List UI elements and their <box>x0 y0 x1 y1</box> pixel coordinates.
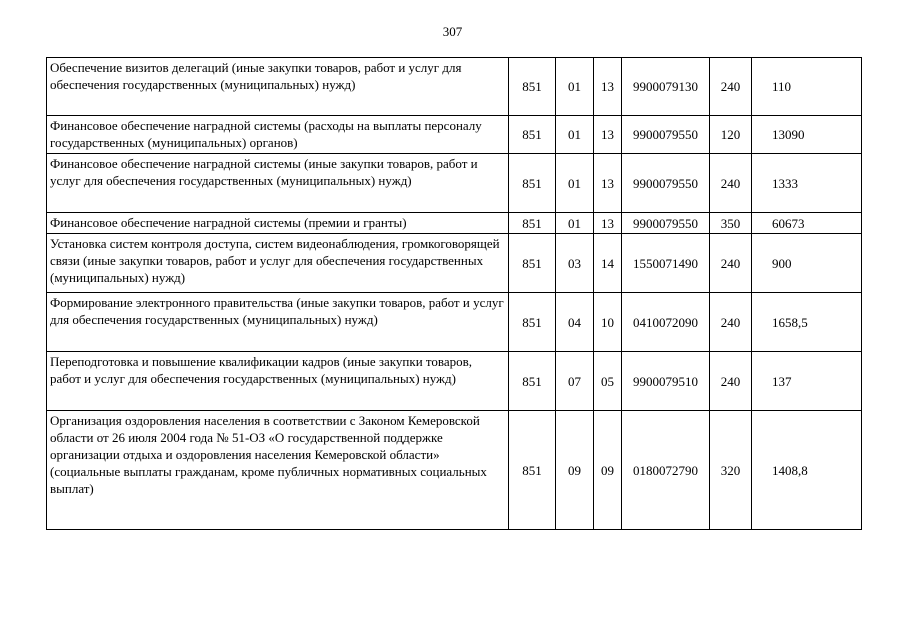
subsection-code: 13 <box>594 213 622 234</box>
amount: 110 <box>752 58 862 116</box>
department-code: 851 <box>509 213 556 234</box>
department-code: 851 <box>509 411 556 530</box>
target-item-code: 9900079130 <box>622 58 710 116</box>
table-row <box>47 116 862 154</box>
section-code: 01 <box>556 213 594 234</box>
subsection-code: 14 <box>594 234 622 293</box>
subsection-code: 13 <box>594 58 622 116</box>
subsection-code: 05 <box>594 352 622 411</box>
section-code: 03 <box>556 234 594 293</box>
subsection-code: 13 <box>594 116 622 154</box>
expense-type-code: 320 <box>710 411 752 530</box>
section-code: 01 <box>556 58 594 116</box>
table-row <box>47 154 862 213</box>
target-item-code: 9900079550 <box>622 116 710 154</box>
target-item-code: 9900079550 <box>622 154 710 213</box>
section-code: 01 <box>556 154 594 213</box>
table-row <box>47 352 862 411</box>
department-code: 851 <box>509 58 556 116</box>
expense-type-code: 240 <box>710 352 752 411</box>
row-description: Формирование электронного правительства (иные закупки товаров, работ и услуг для обеспечения государственных (муниципальных) нужд) <box>47 293 509 352</box>
subsection-code: 10 <box>594 293 622 352</box>
row-description: Организация оздоровления населения в соответствии с Законом Кемеровской области от 26 июля 2004 года № 51-ОЗ «О государственной поддержке организации отдыха и оздоровления населения Кемеровской области» (социальные выплаты гражданам, кроме публичных нормативных социальных выплат) <box>47 411 509 530</box>
expense-type-code: 240 <box>710 293 752 352</box>
table-row <box>47 213 862 234</box>
section-code: 04 <box>556 293 594 352</box>
expense-type-code: 240 <box>710 154 752 213</box>
expense-type-code: 350 <box>710 213 752 234</box>
amount: 137 <box>752 352 862 411</box>
department-code: 851 <box>509 116 556 154</box>
table-row <box>47 234 862 293</box>
target-item-code: 9900079550 <box>622 213 710 234</box>
department-code: 851 <box>509 293 556 352</box>
page-number: 307 <box>442 24 463 39</box>
expense-type-code: 120 <box>710 116 752 154</box>
row-description: Обеспечение визитов делегаций (иные закупки товаров, работ и услуг для обеспечения государственных (муниципальных) нужд) <box>47 58 509 116</box>
department-code: 851 <box>509 154 556 213</box>
amount: 1333 <box>752 154 862 213</box>
subsection-code: 09 <box>594 411 622 530</box>
expense-type-code: 240 <box>710 58 752 116</box>
target-item-code: 9900079510 <box>622 352 710 411</box>
department-code: 851 <box>509 234 556 293</box>
amount: 60673 <box>752 213 862 234</box>
amount: 13090 <box>752 116 862 154</box>
department-code: 851 <box>509 352 556 411</box>
section-code: 07 <box>556 352 594 411</box>
section-code: 09 <box>556 411 594 530</box>
budget-table <box>46 57 862 530</box>
subsection-code: 13 <box>594 154 622 213</box>
table-row <box>47 411 862 530</box>
amount: 900 <box>752 234 862 293</box>
target-item-code: 0410072090 <box>622 293 710 352</box>
target-item-code: 0180072790 <box>622 411 710 530</box>
row-description: Установка систем контроля доступа, систем видеонаблюдения, громкоговорящей связи (иные закупки товаров, работ и услуг для обеспечения государственных (муниципальных) нужд) <box>47 234 509 293</box>
row-description: Финансовое обеспечение наградной системы (иные закупки товаров, работ и услуг для обеспечения государственных (муниципальных) нужд) <box>47 154 509 213</box>
amount: 1658,5 <box>752 293 862 352</box>
row-description: Переподготовка и повышение квалификации кадров (иные закупки товаров, работ и услуг для обеспечения государственных (муниципальных) нужд) <box>47 352 509 411</box>
target-item-code: 1550071490 <box>622 234 710 293</box>
section-code: 01 <box>556 116 594 154</box>
expense-type-code: 240 <box>710 234 752 293</box>
table-row <box>47 58 862 116</box>
table-row <box>47 293 862 352</box>
amount: 1408,8 <box>752 411 862 530</box>
row-description: Финансовое обеспечение наградной системы (премии и гранты) <box>47 213 509 234</box>
row-description: Финансовое обеспечение наградной системы (расходы на выплаты персоналу государственных (муниципальных) органов) <box>47 116 509 154</box>
